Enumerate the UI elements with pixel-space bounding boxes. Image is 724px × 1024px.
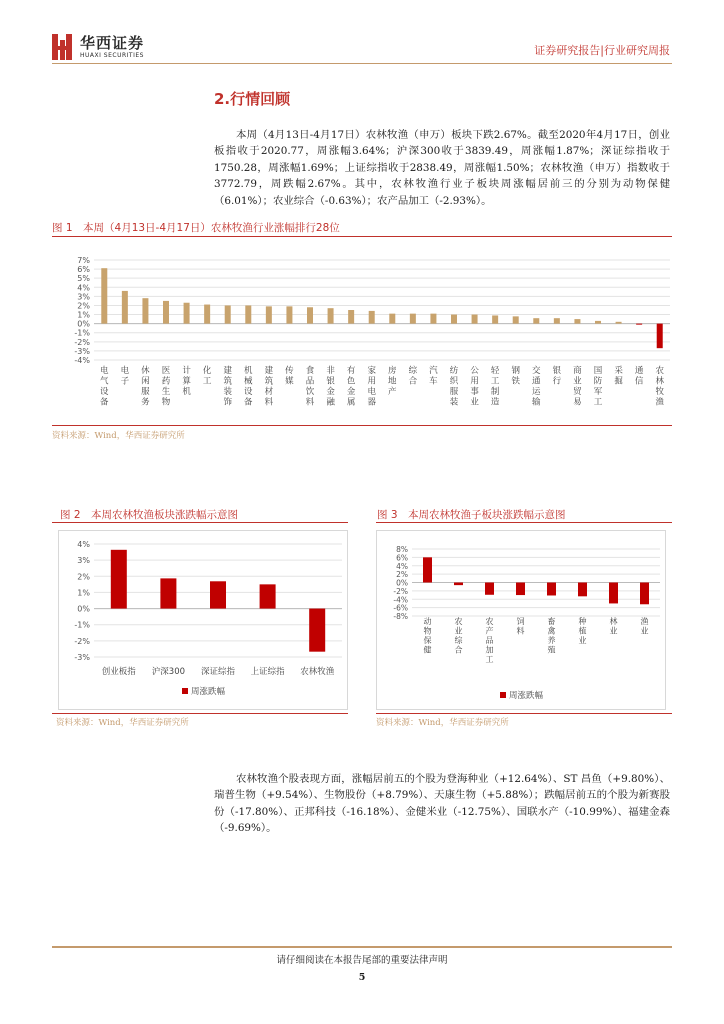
sector-index-svg <box>58 530 348 710</box>
bar <box>309 609 325 652</box>
x-tick-label: 有 <box>346 366 356 376</box>
x-tick-label: 生 <box>161 387 171 397</box>
x-tick-label: 食 <box>305 366 315 376</box>
bar <box>266 306 272 323</box>
x-tick-label: 植 <box>578 626 587 636</box>
x-tick-label: 休 <box>141 366 150 376</box>
industry-ranking-svg <box>52 240 672 425</box>
x-tick-label: 用 <box>470 376 479 387</box>
x-tick-label: 备 <box>244 397 253 408</box>
x-tick-label: 合 <box>408 376 418 387</box>
bar <box>160 578 176 608</box>
x-tick-label: 业 <box>640 626 649 636</box>
x-tick-label: 非 <box>326 366 335 376</box>
market-review-paragraph: 本周（4月13日-4月17日）农林牧渔（申万）板块下跌2.67%。截至2020年4月17日，创业板指收于2020.77，周涨幅3.64%；沪深300收于3839.49，周涨幅1.87%；深证综指收于1750.28，周涨幅1.69%；上证综指收于2838.49，周涨幅1.50%；农林牧渔（申万）指数收于3772.79，周跌幅2.67%。其中，农林牧渔行业子板块周涨幅居前三的分别为动物保健（6.01%）；农业综合（-0.63%）；农产品加工（-2.93%）。 <box>214 129 670 207</box>
x-tick-label: 务 <box>141 397 150 408</box>
y-tick-label: -8% <box>393 612 408 621</box>
sector-index-chart <box>58 530 348 710</box>
bar <box>307 307 313 323</box>
y-tick-label: 2% <box>77 301 90 311</box>
bar <box>640 583 649 605</box>
x-tick-label: 饰 <box>223 397 232 408</box>
x-tick-label: 织 <box>449 376 459 387</box>
footer-divider <box>52 946 672 948</box>
x-tick-label: 车 <box>429 376 438 387</box>
x-tick-label: 交 <box>532 366 541 376</box>
bar <box>430 314 436 324</box>
bar <box>657 324 663 349</box>
x-tick-label: 加 <box>485 645 494 655</box>
x-tick-label: 料 <box>305 397 315 408</box>
bar <box>410 314 416 324</box>
y-tick-label: -4% <box>74 356 90 365</box>
section-title: 2.行情回顾 <box>214 90 291 108</box>
x-tick-label: 殖 <box>547 645 556 655</box>
x-tick-label: 装 <box>223 387 232 397</box>
bar <box>554 318 560 323</box>
page-header <box>0 0 724 64</box>
y-tick-label: -3% <box>74 346 90 356</box>
stock-performance-paragraph: 农林牧渔个股表现方面，涨幅居前五的个股为登海种业（+12.64%）、ST 昌鱼（+9.80%）、瑞普生物（+9.54%）、生物股份（+8.79%）、天康生物（+5.88%）；跌幅居前五的个股为新赛股份（-17.80%）、正邦科技（-16.18%）、金健米业（-12.75%）、国联水产（-10.99%）、福建金森（-9.69%）。 <box>214 773 670 835</box>
x-tick-label: 物 <box>161 397 171 408</box>
bar <box>547 583 556 596</box>
x-tick-label: 电 <box>120 366 130 376</box>
x-tick-label: 林 <box>609 617 618 626</box>
x-tick-label: 机 <box>182 387 191 397</box>
x-tick-label: 色 <box>346 376 356 387</box>
x-tick-label: 沪深300 <box>151 667 186 677</box>
industry-ranking-chart <box>52 240 672 425</box>
x-tick-label: 医 <box>161 366 171 376</box>
x-tick-label: 算 <box>182 376 191 387</box>
x-tick-label: 用 <box>367 376 376 387</box>
x-tick-label: 合 <box>454 645 463 655</box>
bar <box>609 583 618 604</box>
y-tick-label: 0% <box>77 604 90 614</box>
x-tick-label: 业 <box>609 626 618 636</box>
x-tick-label: 业 <box>454 626 463 636</box>
x-tick-label: 易 <box>573 397 582 408</box>
bar <box>516 583 525 596</box>
x-tick-label: 化 <box>202 366 212 376</box>
figure-3-top-rule <box>376 522 672 523</box>
y-tick-label: 7% <box>77 256 90 265</box>
x-tick-label: 媒 <box>285 376 294 387</box>
x-tick-label: 国 <box>593 366 603 376</box>
x-tick-label: 银 <box>552 366 562 376</box>
x-tick-label: 军 <box>593 387 603 397</box>
x-tick-label: 备 <box>100 397 109 408</box>
x-tick-label: 农 <box>485 617 494 626</box>
x-tick-label: 农林牧渔 <box>300 667 335 677</box>
bar <box>636 324 642 325</box>
figure-3-source: 资料来源：Wind，华西证券研究所 <box>376 718 509 728</box>
bar <box>101 268 107 323</box>
x-tick-label: 计 <box>182 366 191 376</box>
sub-sector-svg <box>376 530 666 710</box>
x-tick-label: 工 <box>593 397 603 408</box>
y-tick-label: 8% <box>396 545 408 554</box>
x-tick-label: 业 <box>573 376 582 387</box>
figure-1-top-rule <box>52 236 672 237</box>
y-tick-label: -1% <box>74 328 90 338</box>
x-tick-label: 工 <box>490 376 500 387</box>
y-tick-label: 4% <box>396 561 408 571</box>
x-tick-label: 铁 <box>511 376 520 387</box>
x-tick-label: 属 <box>346 397 356 408</box>
x-tick-label: 林 <box>655 376 664 387</box>
y-tick-label: 0% <box>77 319 90 329</box>
page-number: 5 <box>358 972 366 983</box>
y-tick-label: 1% <box>77 310 90 320</box>
x-tick-label: 汽 <box>429 366 438 376</box>
x-tick-label: 养 <box>547 636 556 645</box>
x-tick-label: 饮 <box>305 387 315 397</box>
x-tick-label: 禽 <box>547 626 556 636</box>
bar <box>533 318 539 323</box>
y-tick-label: -4% <box>393 595 408 605</box>
header-divider <box>52 63 672 64</box>
figure-2-top-rule <box>52 522 348 523</box>
x-tick-label: 电 <box>367 387 376 397</box>
x-tick-label: 深证综指 <box>200 667 236 677</box>
x-tick-label: 地 <box>388 376 397 387</box>
x-tick-label: 渔 <box>640 617 649 626</box>
bar <box>260 584 276 608</box>
figure-2-bottom-rule <box>52 713 348 714</box>
legend-label: 周涨跌幅 <box>191 687 226 697</box>
bar <box>328 308 334 323</box>
x-tick-label: 输 <box>532 397 541 408</box>
x-tick-label: 信 <box>634 376 644 387</box>
x-tick-label: 融 <box>326 397 335 408</box>
bar <box>122 291 128 324</box>
y-tick-label: 6% <box>396 553 408 563</box>
figure-3-title: 图 3 本周农林牧渔子板块涨跌幅示意图 <box>377 509 566 521</box>
x-tick-label: 金 <box>326 387 335 397</box>
x-tick-label: 畜 <box>547 617 556 626</box>
x-tick-label: 筑 <box>223 376 232 387</box>
x-tick-label: 纺 <box>449 366 459 376</box>
bar <box>163 301 169 324</box>
bar <box>184 303 190 324</box>
sub-sector-chart <box>376 530 666 710</box>
x-tick-label: 设 <box>100 387 109 397</box>
x-tick-label: 闲 <box>141 376 150 387</box>
x-tick-label: 健 <box>423 645 432 655</box>
x-tick-label: 种 <box>578 617 587 626</box>
x-tick-label: 保 <box>423 636 432 645</box>
logo-chinese-name: 华西证券 <box>80 34 145 52</box>
figure-3-bottom-rule <box>376 713 672 714</box>
bar <box>111 550 127 609</box>
x-tick-label: 设 <box>244 387 253 397</box>
x-tick-label: 电 <box>100 366 109 376</box>
legend-swatch <box>182 688 188 694</box>
x-tick-label: 材 <box>264 387 274 397</box>
x-tick-label: 造 <box>490 397 500 408</box>
y-tick-label: -1% <box>74 620 90 630</box>
bar <box>286 306 292 323</box>
x-tick-label: 产 <box>485 626 494 636</box>
x-tick-label: 料 <box>264 397 274 408</box>
x-tick-label: 机 <box>244 366 253 376</box>
y-tick-label: -2% <box>74 636 90 646</box>
x-tick-label: 综 <box>454 636 463 645</box>
x-tick-label: 通 <box>634 366 644 376</box>
x-tick-label: 品 <box>485 636 494 645</box>
figure-1-title: 图 1 本周（4月13日-4月17日）农林牧渔行业涨幅排行28位 <box>52 222 340 234</box>
x-tick-label: 械 <box>244 376 253 387</box>
x-tick-label: 上证综指 <box>250 667 285 677</box>
x-tick-label: 动 <box>423 617 432 626</box>
x-tick-label: 子 <box>120 376 130 387</box>
y-tick-label: 5% <box>77 274 90 284</box>
x-tick-label: 服 <box>141 387 150 397</box>
x-tick-label: 创业板指 <box>101 667 136 677</box>
bar <box>578 583 587 597</box>
report-type-label: 证券研究报告|行业研究周报 <box>534 44 670 57</box>
bar <box>210 581 226 608</box>
x-tick-label: 气 <box>100 376 109 387</box>
bar <box>423 557 432 582</box>
x-tick-label: 运 <box>532 387 541 397</box>
figure-2-source: 资料来源：Wind，华西证券研究所 <box>56 718 189 728</box>
x-tick-label: 料 <box>516 626 525 636</box>
legend-swatch <box>500 692 506 698</box>
legal-disclaimer-note: 请仔细阅读在本报告尾部的重要法律声明 <box>276 955 448 966</box>
huaxi-logo-icon <box>52 34 72 60</box>
logo-english-name: HUAXI SECURITIES <box>80 52 144 59</box>
x-tick-label: 业 <box>470 397 479 408</box>
x-tick-label: 贸 <box>573 387 582 397</box>
y-tick-label: -6% <box>393 603 408 613</box>
x-tick-label: 事 <box>470 387 479 397</box>
x-tick-label: 器 <box>367 397 376 408</box>
x-tick-label: 牧 <box>655 387 664 397</box>
x-tick-label: 钢 <box>511 366 520 376</box>
y-tick-label: 0% <box>396 578 408 588</box>
y-tick-label: 4% <box>77 540 90 549</box>
x-tick-label: 商 <box>573 366 582 376</box>
y-tick-label: 4% <box>77 283 90 293</box>
x-tick-label: 工 <box>202 376 212 387</box>
bar <box>595 321 601 324</box>
y-tick-label: 3% <box>77 556 90 566</box>
x-tick-label: 药 <box>161 376 171 387</box>
bar <box>225 305 231 323</box>
x-tick-label: 采 <box>614 366 623 376</box>
x-tick-label: 行 <box>552 376 562 387</box>
x-tick-label: 掘 <box>614 376 623 387</box>
y-tick-label: 6% <box>77 265 90 275</box>
x-tick-label: 公 <box>470 366 479 376</box>
x-tick-label: 业 <box>578 636 587 645</box>
bar <box>485 583 494 595</box>
x-tick-label: 物 <box>423 626 432 636</box>
x-tick-label: 服 <box>449 387 459 397</box>
figure-2-title: 图 2 本周农林牧渔板块涨跌幅示意图 <box>60 509 239 521</box>
x-tick-label: 农 <box>655 366 664 376</box>
x-tick-label: 筑 <box>264 376 274 387</box>
bar <box>245 305 251 323</box>
x-tick-label: 通 <box>532 376 541 387</box>
bar <box>348 310 354 324</box>
bar <box>369 311 375 324</box>
x-tick-label: 制 <box>490 387 500 397</box>
y-tick-label: 2% <box>77 572 90 582</box>
y-tick-label: 3% <box>77 292 90 302</box>
x-tick-label: 饲 <box>516 617 525 626</box>
x-tick-label: 家 <box>367 366 376 376</box>
bar <box>616 322 622 324</box>
x-tick-label: 品 <box>305 376 315 387</box>
x-tick-label: 银 <box>326 376 335 387</box>
x-tick-label: 防 <box>593 376 603 387</box>
figure-1-source: 资料来源：Wind，华西证券研究所 <box>52 431 185 441</box>
x-tick-label: 渔 <box>655 397 664 408</box>
x-tick-label: 建 <box>264 366 274 376</box>
bar <box>513 316 519 323</box>
bar <box>574 319 580 324</box>
bar <box>204 305 210 324</box>
y-tick-label: -2% <box>74 337 90 347</box>
x-tick-label: 传 <box>285 366 294 376</box>
bar <box>389 314 395 324</box>
y-tick-label: 2% <box>396 570 408 580</box>
x-tick-label: 房 <box>388 366 397 376</box>
x-tick-label: 金 <box>346 387 356 397</box>
figure-1-bottom-rule <box>52 425 672 426</box>
x-tick-label: 产 <box>388 387 397 397</box>
x-tick-label: 农 <box>454 617 463 626</box>
bar <box>492 315 498 323</box>
bar <box>451 315 457 324</box>
x-tick-label: 综 <box>408 366 418 376</box>
x-tick-label: 工 <box>485 655 494 664</box>
bar <box>472 315 478 324</box>
y-tick-label: -3% <box>74 653 90 662</box>
bar <box>454 583 463 586</box>
bar <box>142 298 148 323</box>
y-tick-label: 1% <box>77 588 90 598</box>
x-tick-label: 装 <box>449 397 459 408</box>
x-tick-label: 建 <box>223 366 232 376</box>
y-tick-label: -2% <box>393 586 408 596</box>
legend-label: 周涨跌幅 <box>509 691 544 701</box>
x-tick-label: 轻 <box>490 366 500 376</box>
